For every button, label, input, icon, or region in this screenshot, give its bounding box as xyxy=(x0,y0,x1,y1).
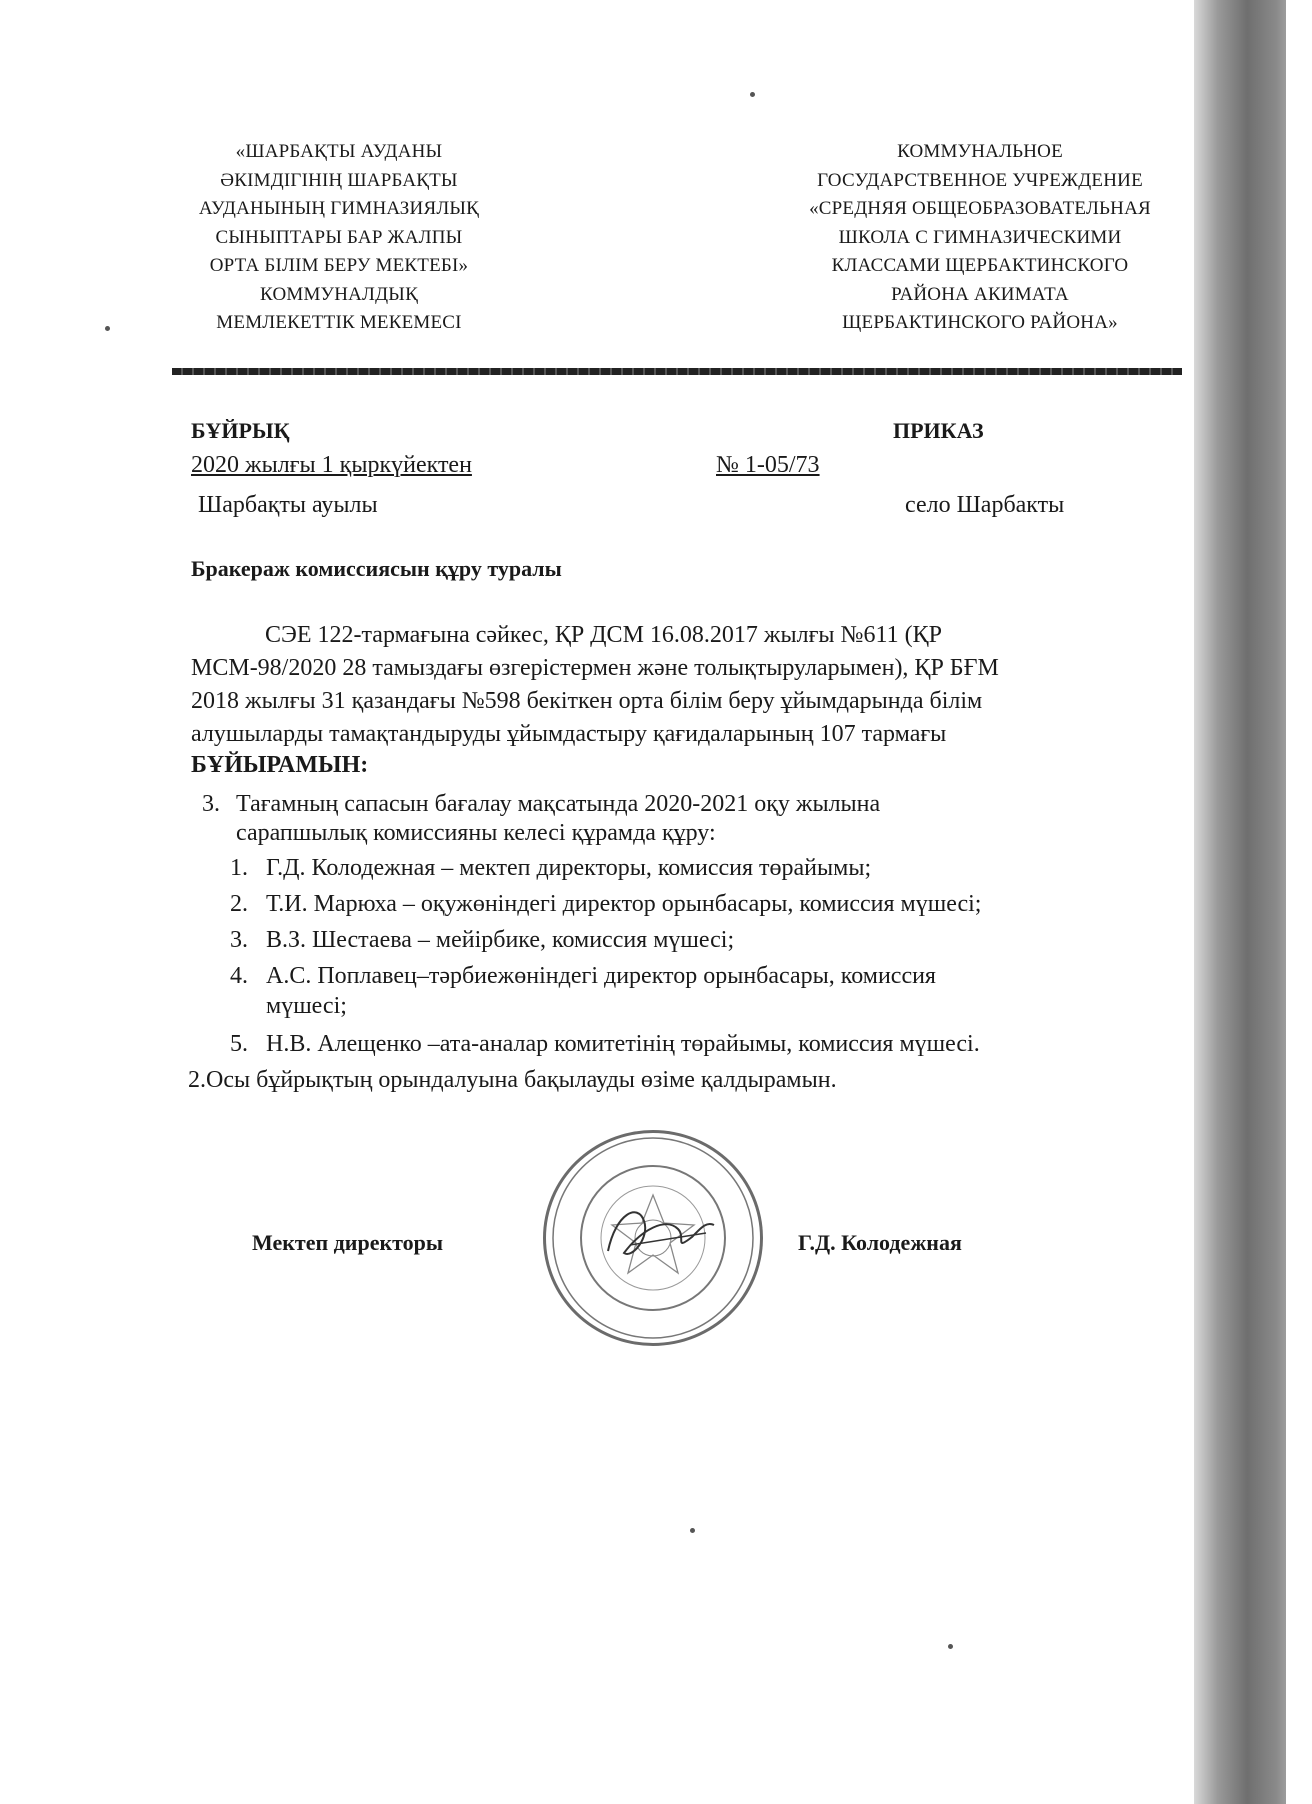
preamble-line: МСМ-98/2020 28 тамыздағы өзгерістермен және толықтыруларымен), ҚР БҒМ xyxy=(191,655,999,681)
header-right-ru xyxy=(770,138,1190,338)
scan-speck xyxy=(690,1528,695,1533)
seal-graphic xyxy=(546,1133,760,1343)
header-left-kz xyxy=(139,138,539,338)
order-number: № 1-05/73 xyxy=(716,452,820,478)
order-title-kz: БҰЙРЫҚ xyxy=(191,418,290,443)
signature-name: Г.Д. Колодежная xyxy=(798,1230,962,1255)
member-text: В.З. Шестаева – мейірбике, комиссия мүшесі; xyxy=(266,927,735,953)
member-text: Г.Д. Колодежная – мектеп директоры, комиссия төрайымы; xyxy=(266,855,872,881)
order-title-ru: ПРИКАЗ xyxy=(893,418,984,443)
item-1-number: 3. xyxy=(202,791,220,817)
header-right-line: КЛАССАМИ ЩЕРБАКТИНСКОГО xyxy=(831,255,1129,276)
header-left-line: «ШАРБАҚТЫ АУДАНЫ xyxy=(235,141,443,162)
member-number: 5. xyxy=(230,1031,248,1057)
order-date: 2020 жылғы 1 қыркүйектен xyxy=(191,452,472,478)
header-left-line: ОРТА БІЛІМ БЕРУ МЕКТЕБІ» xyxy=(209,255,469,276)
header-right-line: ШКОЛА С ГИМНАЗИЧЕСКИМИ xyxy=(838,226,1122,248)
member-text: Н.В. Алещенко –ата-аналар комитетінің төрайымы, комиссия мүшесі. xyxy=(266,1031,980,1057)
member-number: 1. xyxy=(230,855,248,881)
scan-speck xyxy=(750,92,755,97)
member-text-cont: мүшесі; xyxy=(266,993,347,1019)
scan-shadow-edge xyxy=(1194,0,1312,1804)
preamble-line: СЭЕ 122-тармағына сәйкес, ҚР ДСМ 16.08.2017 жылғы №611 (ҚР xyxy=(265,622,942,648)
member-number: 2. xyxy=(230,891,248,917)
place-kz: Шарбақты ауылы xyxy=(198,492,378,518)
preamble-line: алушыларды тамақтандыруды ұйымдастыру қағидаларының 107 тармағы xyxy=(191,721,947,747)
scan-speck xyxy=(105,326,110,331)
header-left-line: КОММУНАЛДЫҚ xyxy=(260,283,418,305)
signature-position: Мектеп директоры xyxy=(252,1230,444,1255)
item-1-text-cont: сарапшылық комиссияны келесі құрамда құру: xyxy=(236,820,716,846)
header-right-line: РАЙОНА АКИМАТА xyxy=(891,283,1069,305)
header-left-line: МЕМЛЕКЕТТІК МЕКЕМЕСІ xyxy=(216,312,462,333)
official-seal xyxy=(543,1130,763,1346)
header-right-line: «СРЕДНЯЯ ОБЩЕОБРАЗОВАТЕЛЬНАЯ xyxy=(809,198,1151,219)
header-right-line: ЩЕРБАКТИНСКОГО РАЙОНА» xyxy=(842,312,1118,333)
header-divider xyxy=(172,368,1182,375)
header-right-line: ГОСУДАРСТВЕННОЕ УЧРЕЖДЕНИЕ xyxy=(817,169,1143,191)
item-1-text: Тағамның сапасын бағалау мақсатында 2020-2021 оқу жылына xyxy=(236,791,881,817)
header-left-line: СЫНЫПТАРЫ БАР ЖАЛПЫ xyxy=(215,226,463,248)
member-text: Т.И. Марюха – оқужөніндегі директор орынбасары, комиссия мүшесі; xyxy=(266,891,982,917)
item-2-text: 2.Осы бұйрықтың орындалуына бақылауды өзіме қалдырамын. xyxy=(188,1067,837,1093)
member-text: А.С. Поплавец–тәрбиежөніндегі директор орынбасары, комиссия xyxy=(266,963,936,989)
member-number: 4. xyxy=(230,963,248,989)
member-number: 3. xyxy=(230,927,248,953)
header-right-line: КОММУНАЛЬНОЕ xyxy=(897,141,1063,162)
command-word: БҰЙЫРАМЫН: xyxy=(191,752,369,778)
preamble-line: 2018 жылғы 31 қазандағы №598 бекіткен орта білім беру ұйымдарында білім xyxy=(191,688,983,714)
header-left-line: ӘКІМДІГІНІҢ ШАРБАҚТЫ xyxy=(220,169,458,191)
place-ru: село Шарбакты xyxy=(905,492,1065,518)
scan-speck xyxy=(948,1644,953,1649)
order-subject: Бракераж комиссиясын құру туралы xyxy=(191,556,562,581)
header-left-line: АУДАНЫНЫҢ ГИМНАЗИЯЛЫҚ xyxy=(198,198,480,219)
